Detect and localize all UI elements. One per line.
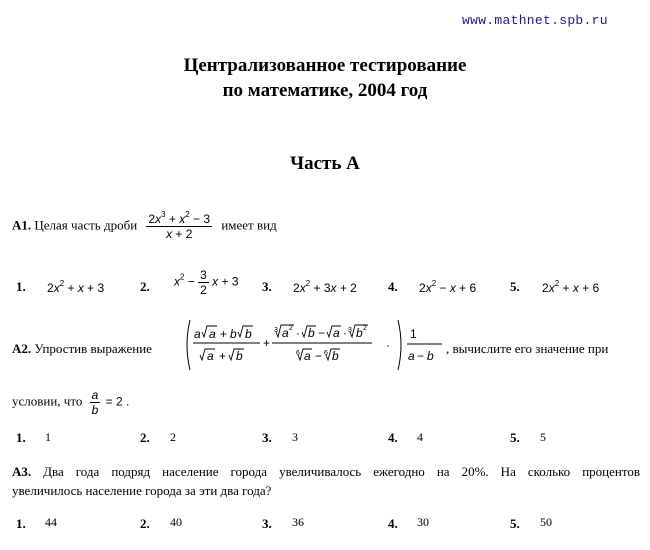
svg-text:b: b [230, 327, 237, 341]
svg-text:a: a [408, 349, 415, 363]
svg-text:+: + [219, 349, 227, 363]
option-number[interactable]: 3. [262, 516, 272, 531]
option-value[interactable]: 5 [540, 430, 546, 444]
option-number[interactable]: 1. [16, 516, 26, 531]
svg-text:−: − [318, 326, 326, 340]
svg-text:6: 6 [296, 350, 300, 357]
option-number[interactable]: 3. [262, 279, 272, 294]
svg-text:a: a [333, 326, 340, 340]
fraction-a1: $\frac{2x^3 + x^2 - 3}{x + 2}$ [148, 210, 211, 241]
option-number[interactable]: 3. [262, 430, 272, 445]
svg-text:3: 3 [274, 327, 278, 334]
condition-fraction: $\frac{a}{b}$ [91, 388, 99, 417]
svg-text:b: b [308, 326, 315, 340]
question-text-end: имеет вид [221, 217, 277, 233]
option-number[interactable]: 2. [140, 516, 150, 531]
option-value[interactable]: 50 [540, 515, 552, 529]
question-a2-end: , вычислите его значение при [446, 341, 609, 356]
option-number[interactable]: 4. [388, 516, 398, 531]
svg-text:3: 3 [348, 327, 352, 334]
site-url[interactable]: www.mathnet.spb.ru [462, 13, 608, 28]
condition-text: условии, что [12, 393, 83, 409]
svg-text:2: 2 [363, 325, 367, 332]
svg-text:−: − [315, 349, 323, 363]
option-number[interactable]: 5. [510, 279, 520, 294]
svg-text:b: b [427, 349, 434, 363]
option-number[interactable]: 5. [510, 430, 520, 445]
question-a3-line2: увеличилось население города за эти два года? [12, 483, 272, 498]
question-a2-condition: условии, что $\frac{a}{b}$ = 2 . [12, 388, 130, 417]
question-a2 [12, 341, 152, 357]
question-a1 [12, 212, 277, 241]
svg-text:b: b [332, 349, 339, 363]
option-number[interactable]: 1. [16, 279, 26, 294]
option-a1-2[interactable]: $x^2$ − $\frac{3}{2}$ x + 3 [174, 268, 239, 297]
option-a1-5[interactable]: $2x^2 + x + 6$ [542, 279, 600, 295]
question-text: Два года подряд население города увеличивалось ежегодно на 20%. На сколько процентов [43, 464, 640, 479]
svg-text:b: b [245, 327, 252, 341]
svg-text:·: · [386, 338, 390, 352]
option-a1-1[interactable]: $2x^2 + x + 3$ [47, 279, 105, 295]
expression-a2-svg [184, 318, 446, 372]
option-value[interactable]: 1 [45, 430, 51, 444]
option-value[interactable]: 3 [292, 430, 298, 444]
svg-text:a: a [207, 349, 214, 363]
part-heading: Часть А [290, 153, 360, 174]
option-a1-3[interactable]: $2x^2 + 3x + 2$ [293, 279, 357, 295]
option-number[interactable]: 4. [388, 279, 398, 294]
option-value[interactable]: 36 [292, 515, 304, 529]
option-number[interactable]: 4. [388, 430, 398, 445]
svg-text:a: a [304, 349, 311, 363]
option-number[interactable]: 1. [16, 430, 26, 445]
option-value[interactable]: 4 [417, 430, 423, 444]
question-a3 [12, 464, 640, 481]
page-title-line2: по математике, 2004 год [222, 80, 428, 101]
option-number[interactable]: 2. [140, 430, 150, 445]
svg-text:2: 2 [289, 325, 293, 332]
svg-text:a: a [209, 327, 216, 341]
svg-text:a: a [282, 326, 289, 340]
expression-a2 [184, 318, 446, 372]
svg-text:b: b [236, 349, 243, 363]
option-number[interactable]: 5. [510, 516, 520, 531]
svg-text:b: b [356, 326, 363, 340]
svg-text:a: a [194, 327, 201, 341]
svg-text:1: 1 [410, 327, 417, 341]
svg-text:−: − [417, 349, 425, 363]
question-label: A1. [12, 217, 32, 233]
svg-text:+: + [263, 336, 271, 350]
option-value[interactable]: 44 [45, 515, 57, 529]
question-label: A2. [12, 341, 32, 356]
svg-text:·: · [296, 326, 300, 340]
option-value[interactable]: 40 [170, 515, 182, 529]
svg-text:·: · [343, 326, 347, 340]
option-a1-4[interactable]: $2x^2 - x + 6$ [419, 279, 477, 295]
svg-text:+: + [220, 327, 228, 341]
option-value[interactable]: 2 [170, 430, 176, 444]
option-number[interactable]: 2. [140, 279, 150, 294]
question-label: A3. [12, 464, 32, 479]
question-text: Упростив выражение [34, 341, 152, 356]
svg-text:6: 6 [324, 350, 328, 357]
page-title-line1: Централизованное тестирование [183, 55, 467, 76]
option-value[interactable]: 30 [417, 515, 429, 529]
question-text: Целая часть дроби [34, 217, 138, 233]
